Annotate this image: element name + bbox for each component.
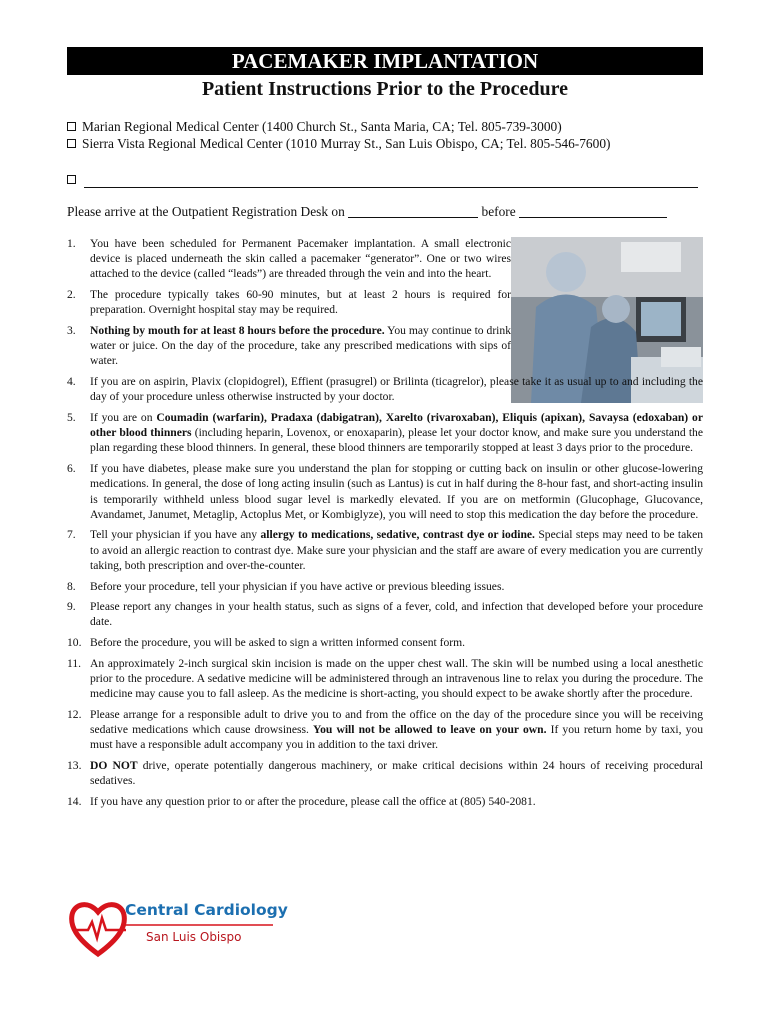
list-item: 1. You have been scheduled for Permanent Pacemaker implantation. A small electronic device is placed underneath the skin called a pacemaker “generator”. One or two wires attached to the device (called “leads”) are threaded through the vein and into the heart. <box>67 237 511 281</box>
arrival-time-blank[interactable] <box>519 205 667 218</box>
central-cardiology-logo <box>68 898 288 958</box>
logo-divider <box>123 923 273 927</box>
heart-logo-icon <box>68 898 128 958</box>
logo-name: Central Cardiology <box>125 901 288 919</box>
list-item: 14. If you have any question prior to or after the procedure, please call the office at (805) 540-2081. <box>67 795 536 808</box>
logo-location: San Luis Obispo <box>146 930 242 944</box>
arrival-date-blank[interactable] <box>348 205 478 218</box>
document-subtitle: Patient Instructions Prior to the Procedure <box>201 78 569 100</box>
list-item: 3. Nothing by mouth for at least 8 hours before the procedure. You may continue to drink water or juice. On the day of the procedure, take any prescribed medications with sips of water. <box>67 324 511 368</box>
list-item: 2. The procedure typically takes 60-90 minutes, but at least 2 hours is required for preparation. Overnight hospital stay may be required. <box>67 288 511 317</box>
location-option-sierra-vista[interactable] <box>67 136 610 152</box>
instruction-list <box>67 236 703 815</box>
checkbox-icon[interactable] <box>67 139 76 148</box>
list-item: 7. Tell your physician if you have any allergy to medications, sedative, contrast dye or iodine. Special steps may need to be taken to avoid an allergic reaction to contrast dye. Make sure your physician and the staff are aware of every medication you are currently taking, both prescription and over-the-counter. <box>67 528 704 572</box>
location-label: Marian Regional Medical Center (1400 Church St., Santa Maria, CA; Tel. 805-739-3000) <box>82 119 562 134</box>
document-title: PACEMAKER IMPLANTATION <box>67 47 703 75</box>
arrival-instruction: Please arrive at the Outpatient Registration Desk on before <box>67 204 667 220</box>
checkbox-icon[interactable] <box>67 122 76 131</box>
list-item: 5. If you are on Coumadin (warfarin), Pradaxa (dabigatran), Xarelto (rivaroxaban), Eliquis (apixan), Savaysa (edoxaban) or other blood thinners (including heparin, Lovenox, or enoxaparin), please let your doctor know, and make sure you understand the plan regarding these blood thinners. In general, these blood thinners are temporarily stopped at least 3 days prior to the procedure. <box>67 411 703 455</box>
location-label: Sierra Vista Regional Medical Center (1010 Murray St., San Luis Obispo, CA; Tel. 805-546-7600) <box>82 136 611 151</box>
location-option-other[interactable] <box>67 172 82 188</box>
checkbox-icon[interactable] <box>67 175 76 184</box>
location-option-marian[interactable] <box>67 119 562 135</box>
list-item: 11. An approximately 2-inch surgical skin incision is made on the upper chest wall. The skin will be numbed using a local anesthetic prior to the procedure. A sedative medicine will be administered through an intravenous line to relax you during the procedure. The medicine may cause you to fall asleep. As the medicine is short-acting, you should expect to be awake shortly after the procedure. <box>67 656 703 701</box>
list-item: 13. DO NOT drive, operate potentially dangerous machinery, or make critical decisions within 24 hours of receiving procedural sedatives. <box>67 759 703 788</box>
list-item: 10. Before the procedure, you will be asked to sign a written informed consent form. <box>67 636 466 650</box>
other-location-blank[interactable] <box>84 187 698 188</box>
list-item: 8. Before your procedure, tell your physician if you have active or previous bleeding issues. <box>67 579 505 593</box>
list-item: 12. Please arrange for a responsible adult to drive you to and from the office on the day of the procedure since you will be receiving sedative medications which cause drowsiness. You will not be allowed to leave on your own. If you return home by taxi, you must have a responsible adult accompany you in addition to the taxi driver. <box>67 707 703 752</box>
list-item: 4. If you are on aspirin, Plavix (clopidogrel), Effient (prasugrel) or Brilinta (ticagrelor), please take it as usual up to and including the day of your procedure unless otherwise instructed by your doctor. <box>67 375 703 404</box>
list-item: 9. Please report any changes in your health status, such as signs of a fever, cold, and infection that developed before your procedure date. <box>67 600 703 629</box>
list-item: 6. If you have diabetes, please make sure you understand the plan for stopping or cutting back on insulin or other glucose-lowering medications. In general, the dose of long acting insulin (such as Lantus) is cut in half during the 8-hour fast, and short-acting insulin is temporarily withheld unless blood sugar level is markedly elevated. If you are on metformin (Glucophage, Glucovance, Avandamet, Janumet, Metaglip, Actoplus Met, or Kombiglyze), you will need to stop this medication the day before the procedure. <box>67 462 703 521</box>
